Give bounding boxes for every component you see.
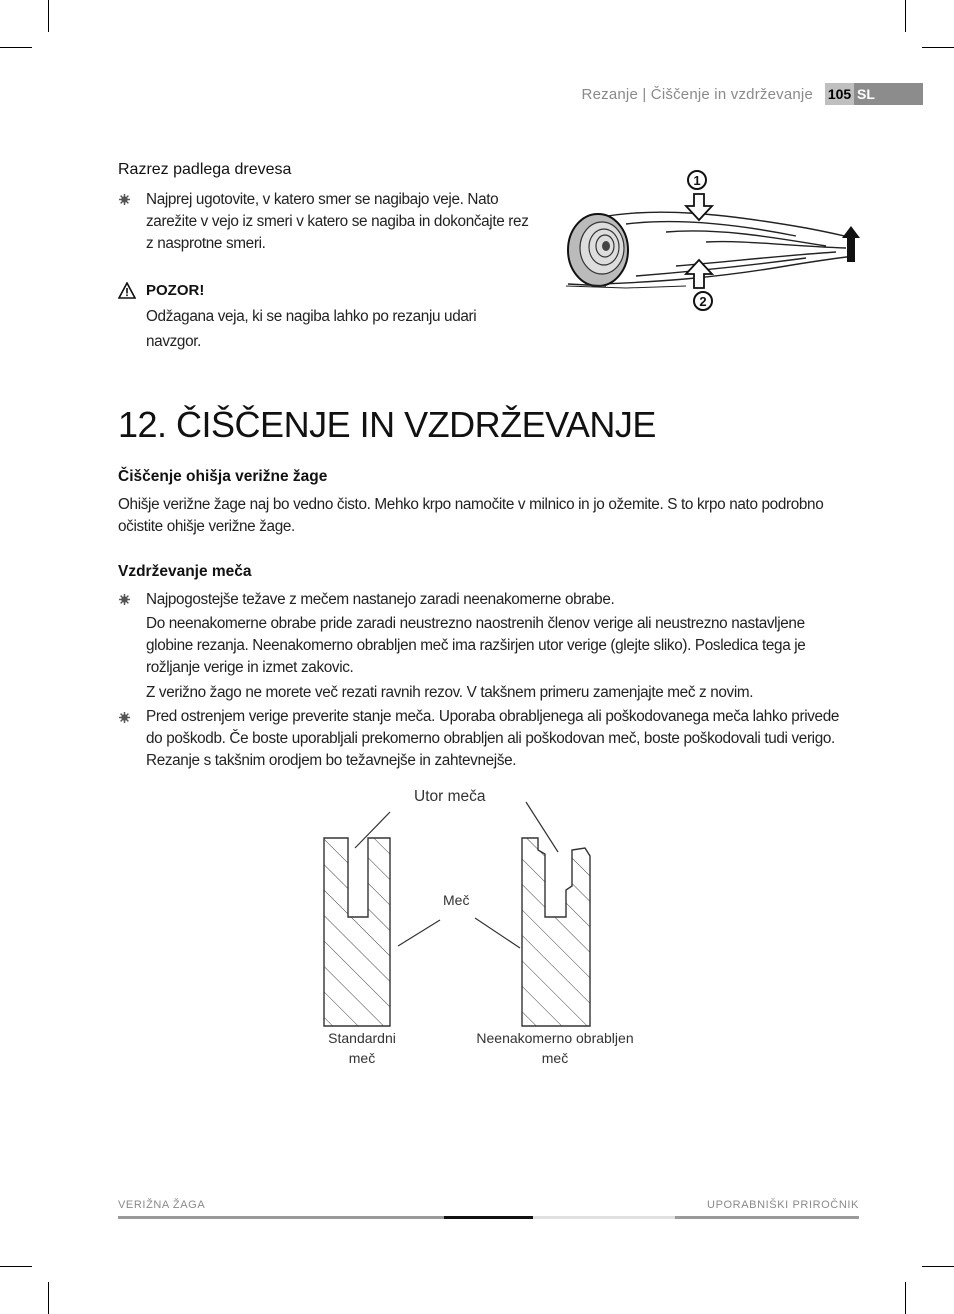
page-number: 105 (825, 83, 854, 105)
bar-maintenance-para-3: Z verižno žago ne morete več rezati ravnih rezov. V takšnem primeru zamenjajte meč z novim. (146, 684, 754, 701)
bar-label: Meč (443, 892, 470, 908)
bar-maintenance-heading: Vzdrževanje meča (118, 563, 252, 580)
language-code: SL (857, 86, 875, 102)
groove-label: Utor meča (414, 788, 486, 805)
footer-rule (118, 1216, 859, 1219)
warning-text: Odžagana veja, ki se nagiba lahko po rezanju udari navzgor. (146, 308, 477, 350)
footer-left-text: VERIŽNA ŽAGA (118, 1199, 206, 1211)
warning-label: POZOR! (146, 282, 205, 299)
standard-bar-label-line-1: Standardni (328, 1030, 396, 1046)
bar-maintenance-bullet-1: Najpogostejše težave z mečem nastanejo zaradi neenakomerne obrabe. (146, 591, 615, 608)
chapter-title: 12. ČIŠČENJE IN VZDRŽEVANJE (118, 404, 656, 445)
bar-maintenance-para-2: Do neenakomerne obrabe pride zaradi neustrezno naostrenih členov verige ali neustrezno nastavljene globine rezanja. Neenakomerno obrabljen meč ima razširjen utor verige (glejte sliko). Posledica tega je rožljanje verige in izmet zakovic. (146, 615, 806, 676)
crop-mark (48, 1282, 49, 1314)
crop-mark (905, 0, 906, 32)
figure-marker-1: 1 (693, 173, 701, 188)
housing-heading: Čiščenje ohišja verižne žage (118, 468, 328, 485)
crop-mark (905, 1282, 906, 1314)
housing-text: Ohišje verižne žage naj bo vedno čisto. Mehko krpo namočite v milnico in jo ožemite. S to krpo nato podrobno očistite ohišje verižne žage. (118, 496, 824, 535)
standard-bar-label (312, 1028, 412, 1068)
figure-marker-2: 2 (699, 294, 707, 309)
crop-mark (48, 0, 49, 32)
crop-mark (0, 1266, 32, 1267)
crop-mark (922, 1266, 954, 1267)
worn-bar-label-line-1: Neenakomerno obrabljen (476, 1030, 634, 1046)
fallen-tree-instruction: Najprej ugotovite, v katero smer se nagibajo veje. Nato zarežite v vejo iz smeri v katero se nagiba in dokončajte rez z nasprotne smeri. (146, 191, 529, 252)
fallen-log-illustration (566, 166, 862, 314)
standard-bar-label-line-2: meč (348, 1050, 376, 1066)
standard-bar-shape (324, 838, 390, 1026)
bullet-icon (119, 594, 130, 605)
header-section-title: Rezanje | Čiščenje in vzdrževanje (581, 86, 813, 103)
crop-mark (922, 47, 954, 48)
footer-right-text: UPORABNIŠKI PRIROČNIK (707, 1199, 859, 1211)
bullet-icon (119, 194, 130, 205)
warning-icon (118, 282, 136, 299)
worn-bar-label-line-2: meč (541, 1050, 569, 1066)
fallen-tree-title: Razrez padlega drevesa (118, 161, 292, 178)
worn-bar-label (455, 1028, 655, 1068)
bullet-icon (119, 712, 130, 723)
bar-maintenance-bullet-2: Pred ostrenjem verige preverite stanje meča. Uporaba obrabljenega ali poškodovanega meča lahko privede do poškodb. Če boste uporabljali prekomerno obrabljen ali poškodovan meč, boste poškodovali tudi verigo. Rezanje s takšnim orodjem bo težavnejše in zahtevnejše. (146, 708, 840, 769)
worn-bar-shape (522, 838, 590, 1026)
bar-groove-diagram (300, 790, 660, 1030)
crop-mark (0, 47, 32, 48)
